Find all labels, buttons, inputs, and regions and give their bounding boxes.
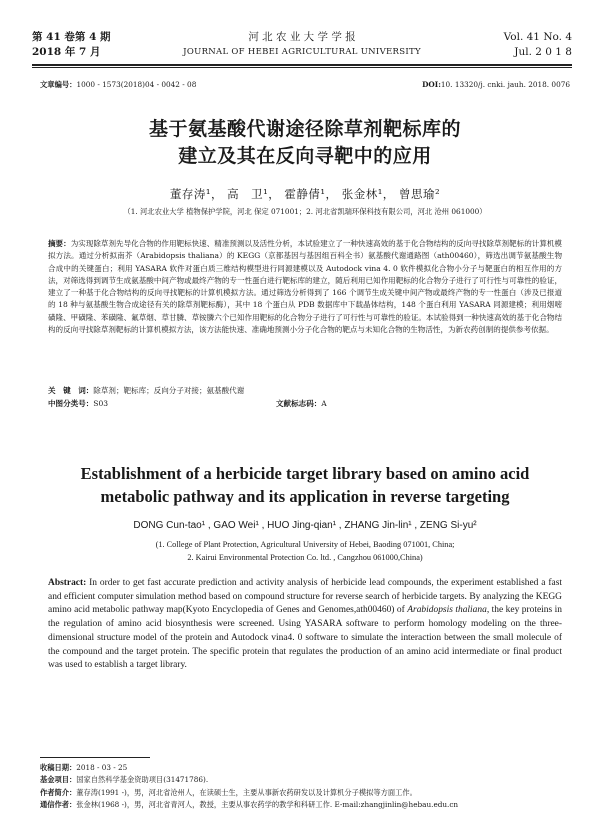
clc-number: 中图分类号：S03 — [48, 399, 109, 408]
authors-cn: 董存涛¹， 高 卫¹， 霍静倩¹， 张金林¹， 曾思瑜² — [169, 187, 441, 201]
authors-en: DONG Cun-tao¹ , GAO Wei¹ , HUO Jing-qian¹ , ZHANG Jin-lin¹ , ZENG Si-yu² — [133, 520, 477, 531]
classification-cn — [48, 398, 562, 410]
abstract-cn-text: 为实现除草剂先导化合物的作用靶标快速、精准预测以及活性分析，本试验建立了一种快速高效的基于化合物结构的反向寻找除草剂靶标的计算机模拟方法。通过分析拟南芥（Arabidopsis thaliana）的 KEGG（京都基因与基因组百科全书）氨基酸代谢通路图（ath00460），筛选出调节氨基酸生物合成中的关键蛋白；利用 YASARA 软件对蛋白质三维结构模型进行同源建模以及 Autodock vina 4. 0 软件模拟化合物小分子与靶蛋白的相互作用的方法，对筛选得到调节生成氨基酸中间产物或最终产物的专一性蛋白进行靶标库的建立，随后利用已知作用靶标的化合物分子进行了可行性与可靠性的验证，建立了一种基于化合物结构的反向寻找靶标的计算机模拟方法。通过筛选分析得到了 166 个调节生成关键中间产物或最终产物的专一性蛋白（涉及已报道的 18 种与氨基酸生物合成途径有关的除草剂靶标酶），其中 18 个蛋白从 PDB 数据库中下载晶体结构，148 个蛋白利用 YASARA 同源建模；利用烟嘧磺隆、甲磺隆、苯磺隆、氟草烟、草甘膦、草铵膦六个已知作用靶标的化合物分子进行了可行性与可靠性的验证。本试验得到一种快速高效的基于化合物结构的反向寻找除草剂靶标的计算机模拟方法，该方法能快速、准确地预测小分子化合物的靶点与未知化合物的生物活性，为新农药创制的提供参考依据。 — [48, 239, 562, 335]
abstract-cn — [48, 238, 562, 336]
fund-info: 基金项目：国家自然科学基金资助项目(31471786). — [40, 775, 209, 785]
journal-header — [32, 30, 572, 62]
date-cn: 2018 年 7 月 — [32, 46, 101, 58]
title-cn: 基于氨基酸代谢途径除草剂靶标库的 建立及其在反向寻靶中的应用 — [148, 118, 461, 167]
article-number: 文章编号：1000 - 1573(2018)04 - 0042 - 08 — [40, 80, 197, 89]
volume-en: Vol. 41 No. 4 — [503, 31, 572, 43]
header-rule-thin — [32, 67, 572, 68]
header-center — [162, 30, 442, 60]
volume-cn: 第 41 卷第 4 期 — [32, 31, 111, 43]
received-date: 收稿日期：2018 - 03 - 25 — [40, 763, 128, 772]
abstract-en-label: Abstract: — [48, 578, 87, 588]
affiliation-en: (1. College of Plant Protection, Agricultural University of Hebei, Baoding 071001, China; 2. Kairui Environmental Protection Co. ltd. , Cangzhou 061000,China) — [155, 540, 455, 562]
affiliation-cn: （1. 河北农业大学 植物保护学院，河北 保定 071001；2. 河北省凯瑞环保科技有限公司，河北 沧州 061000） — [123, 207, 487, 216]
abstract-en: Abstract: In order to get fast accurate prediction and activity analysis of herbicide lead compounds, the experiment established a fast and efficient computer simulation method based on compound structure for reverse search of herbicide targets. By analyzing the KEGG amino acid metabolic pathway map(Kyoto Encyclopedia of Genes and Genomes,ath00460) of Arabidopsis thaliana, the key proteins in the regulation of amino acid biosynthesis were screened. Using YASARA software to perform homology modeling on the three-dimensional structure model of the protein and Autodock vina4. 0 software to simulate the interaction between the small molecule of the compound and the target protein. The specific protein that regulates the production of an amino acid intermediate or final product was used to establish a target library. — [48, 578, 562, 671]
footnotes — [40, 762, 574, 812]
header-right — [504, 30, 572, 60]
abstract-cn-label: 摘要： — [48, 239, 71, 248]
header-rule-thick — [32, 64, 572, 66]
doi: DOI:10. 13320/j. cnki. jauh. 2018. 0076 — [422, 80, 570, 89]
title-en: Establishment of a herbicide target library based on amino acid metabolic pathway and its application in reverse targeting — [80, 464, 530, 506]
date-en: Jul. 2 0 1 8 — [514, 46, 572, 58]
article-meta — [40, 79, 570, 90]
author-info: 作者简介：董存涛(1991 -)，男，河北省沧州人，在读硕士生，主要从事新农药研发以及计算机分子模拟等方面工作。 — [40, 787, 417, 797]
keywords-cn: 关 键 词：除草剂；靶标库；反向分子对接；氨基酸代谢 — [48, 386, 245, 395]
footnote-rule — [40, 757, 150, 758]
document-code: 文献标志码：A — [276, 399, 327, 408]
species-name: Arabidopsis thaliana — [407, 605, 487, 616]
journal-name-en: JOURNAL OF HEBEI AGRICULTURAL UNIVERSITY — [183, 47, 421, 57]
header-left — [32, 30, 111, 60]
journal-name-cn: 河 北 农 业 大 学 学 报 — [248, 31, 356, 43]
corresponding-author: 通信作者：张金林(1968 -)，男，河北省青河人，教授，主要从事农药学的教学和科研工作. E-mail:zhangjinlin@hebau.edu.cn — [40, 800, 459, 810]
